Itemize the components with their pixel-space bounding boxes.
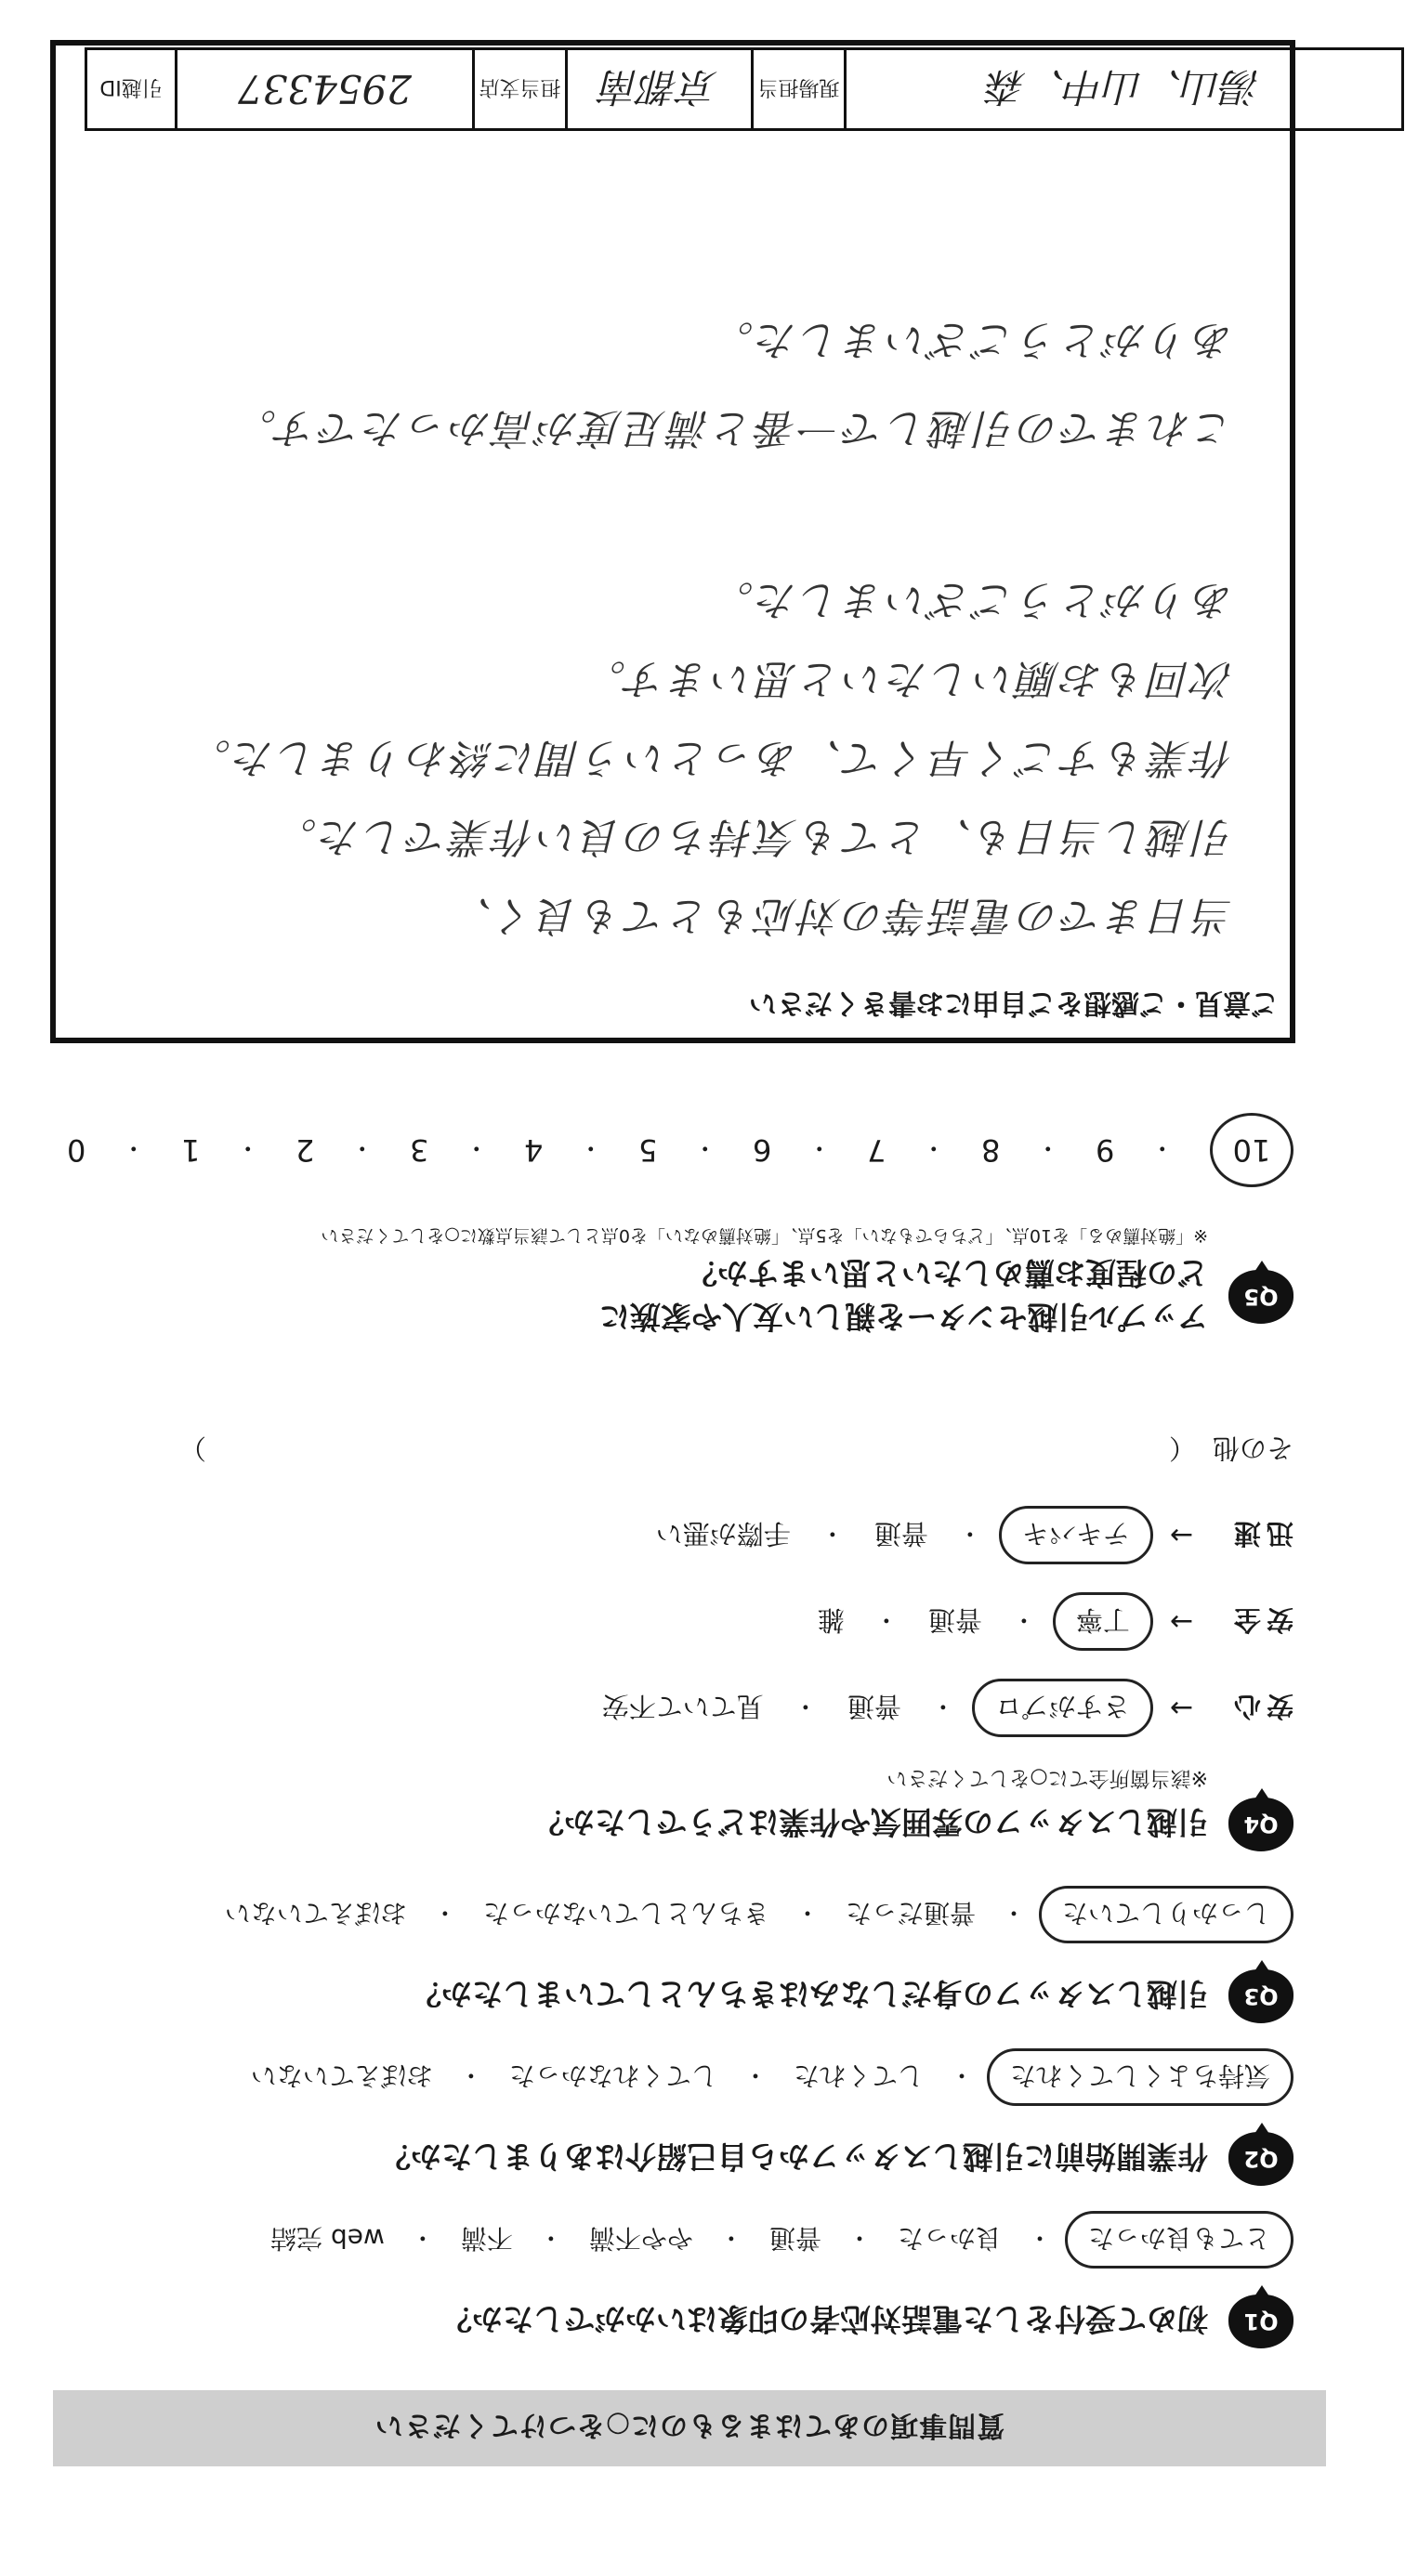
q1-option-2[interactable]: 良かった: [897, 2223, 1002, 2254]
q1-text: 初めて受付をした電話対応者の印象はいかがでしたか？: [441, 2301, 1208, 2338]
q5-text-line2: どの程度お薦めしたいと思いますか？: [687, 1255, 1208, 1291]
comment-line: ありがとうございました。: [710, 316, 1234, 363]
q4-other-label: その他: [1212, 1432, 1293, 1464]
q4-badge-icon: Q4: [1228, 1798, 1293, 1851]
comment-line: 次回もお願いしたいと思います。: [582, 655, 1234, 702]
question-2: [67, 2048, 1293, 2186]
id-value: 2954337: [237, 66, 413, 112]
q4-row-jinsoku: 迅速 → テキパキ ・ 普通 ・ 手際が悪い: [67, 1506, 1293, 1564]
q3-options: しっかりしていた ・ 普通だった ・ きちんとしていなかった ・ おぼえていない: [67, 1886, 1293, 1943]
question-5: [67, 1113, 1293, 1340]
q4-row2-option-1[interactable]: 丁寧: [1053, 1592, 1153, 1651]
q1-option-1[interactable]: とても良かった: [1065, 2211, 1293, 2269]
q2-badge-icon: Q2: [1228, 2132, 1293, 2186]
q4-row3-option-3[interactable]: 手際が悪い: [655, 1518, 791, 1550]
q3-option-3[interactable]: きちんとしていなかった: [482, 1898, 769, 1929]
arrow-icon: →: [1169, 1519, 1193, 1551]
q3-option-4[interactable]: おぼえていない: [224, 1898, 407, 1929]
q4-row1-option-2[interactable]: 普通: [847, 1691, 901, 1722]
q5-score-7[interactable]: 7: [867, 1132, 886, 1168]
question-1: [67, 2211, 1293, 2348]
q4-row3-option-1[interactable]: テキパキ: [999, 1506, 1153, 1564]
q5-score-6[interactable]: 6: [753, 1132, 772, 1168]
leader-value-cell: [844, 50, 1401, 128]
q5-note: ※「絶対薦める」を10点、「どちらでもない」を5点、「絶対薦めない」を0点として該当点数に○をしてください: [321, 1225, 1208, 1246]
q5-score-8[interactable]: 8: [981, 1132, 1001, 1168]
q3-option-2[interactable]: 普通だった: [845, 1898, 976, 1929]
q5-scale: 10 ・ 9 ・ 8 ・ 7 ・ 6 ・ 5 ・ 4 ・ 3 ・ 2 ・ 1 ・ 0: [67, 1113, 1293, 1187]
q4-other-open-paren: （: [1168, 1432, 1196, 1464]
q1-option-3[interactable]: 普通: [768, 2223, 821, 2254]
q4-row3-option-2[interactable]: 普通: [873, 1518, 928, 1550]
q4-row1-option-1[interactable]: さすがプロ: [972, 1679, 1153, 1737]
branch-label: 担当支店: [472, 50, 565, 128]
footer-info-table: [85, 47, 1404, 131]
comment-line: これまでの引越しで一番と満足度が高かったです。: [232, 404, 1234, 451]
leader-value: 湯山、山中、森: [987, 64, 1261, 110]
q4-row-anshin: 安心 → さすがプロ ・ 普通 ・ 見ていて不安: [67, 1679, 1293, 1737]
id-value-cell: [175, 50, 472, 128]
q5-score-5[interactable]: 5: [638, 1132, 658, 1168]
q2-option-2[interactable]: してくれた: [793, 2060, 924, 2091]
instruction-banner: 質問事項のあてはまるものに○をつけてください: [53, 2390, 1326, 2466]
q4-row1-option-3[interactable]: 見ていて不安: [601, 1691, 764, 1722]
q2-option-4[interactable]: おぼえていない: [250, 2060, 433, 2091]
q5-text-line1: アップル引越センターを親しい友人や家族に: [598, 1299, 1208, 1335]
q3-text: 引越しスタッフの身だしなみはきちんとしていましたか？: [411, 1976, 1208, 2013]
q3-option-1[interactable]: しっかりしていた: [1039, 1886, 1293, 1943]
q5-score-3[interactable]: 3: [410, 1132, 429, 1168]
q4-row-label: 迅速: [1228, 1518, 1293, 1550]
q4-row2-option-3[interactable]: 雑: [817, 1604, 845, 1636]
q1-badge-icon: Q1: [1228, 2295, 1293, 2348]
q5-score-10[interactable]: 10: [1210, 1113, 1293, 1187]
q1-option-4[interactable]: やや不満: [588, 2223, 693, 2254]
q4-row-label: 安心: [1228, 1691, 1293, 1722]
comment-line: 当日までの電話等の対応もとても良く、: [448, 892, 1234, 939]
id-label: 引越ID: [99, 75, 163, 99]
branch-value: 京都南: [600, 64, 718, 110]
q3-badge-icon: Q3: [1228, 1969, 1293, 2023]
leader-label: 現場担当: [751, 50, 844, 128]
q2-text: 作業開始前に引越しスタッフから自己紹介はありましたか？: [380, 2138, 1208, 2176]
comment-line: 作業もすごく早くて、あっという間に終わりました。: [187, 734, 1234, 781]
question-4: [67, 1431, 1293, 1851]
q5-score-1[interactable]: 1: [181, 1132, 201, 1168]
arrow-icon: →: [1169, 1692, 1193, 1724]
q4-row-anzen: 安全 → 丁寧 ・ 普通 ・ 雑: [67, 1592, 1293, 1651]
q4-row2-option-2[interactable]: 普通: [927, 1604, 982, 1636]
q5-score-0[interactable]: 0: [67, 1132, 86, 1168]
q5-score-2[interactable]: 2: [295, 1132, 315, 1168]
q1-options: とても良かった ・ 良かった ・ 普通 ・ やや不満 ・ 不満 ・ web 完結: [67, 2211, 1293, 2269]
q4-other-row: [67, 1431, 1293, 1469]
comment-line: ありがとうございました。: [710, 576, 1234, 623]
q4-text: 引越しスタッフの雰囲気や作業はどうでしたか？: [533, 1804, 1208, 1841]
q2-option-3[interactable]: してくれなかった: [508, 2060, 717, 2091]
q4-row-label: 安全: [1228, 1604, 1293, 1636]
comments-box[interactable]: [50, 40, 1295, 1043]
arrow-icon: →: [1169, 1605, 1193, 1638]
q1-option-6[interactable]: web 完結: [270, 2223, 385, 2254]
comments-title: ご意見・ご感想をご自由にお書きください: [749, 987, 1279, 1019]
q2-option-1[interactable]: 気持ちよくしてくれた: [987, 2048, 1293, 2106]
q4-other-close-paren: ）: [178, 1432, 206, 1464]
comment-line: 引越し当日も、とても気持ちの良い作業でした。: [273, 813, 1234, 860]
q1-option-5[interactable]: 不満: [460, 2223, 513, 2254]
q2-options: 気持ちよくしてくれた ・ してくれた ・ してくれなかった ・ おぼえていない: [67, 2048, 1293, 2106]
q5-score-4[interactable]: 4: [524, 1132, 544, 1168]
question-3: [67, 1886, 1293, 2023]
q5-score-9[interactable]: 9: [1096, 1132, 1115, 1168]
q4-note: ※該当箇所全てに○をしてください: [886, 1766, 1208, 1789]
q5-badge-icon: Q5: [1228, 1270, 1293, 1324]
branch-value-cell: [565, 50, 751, 128]
